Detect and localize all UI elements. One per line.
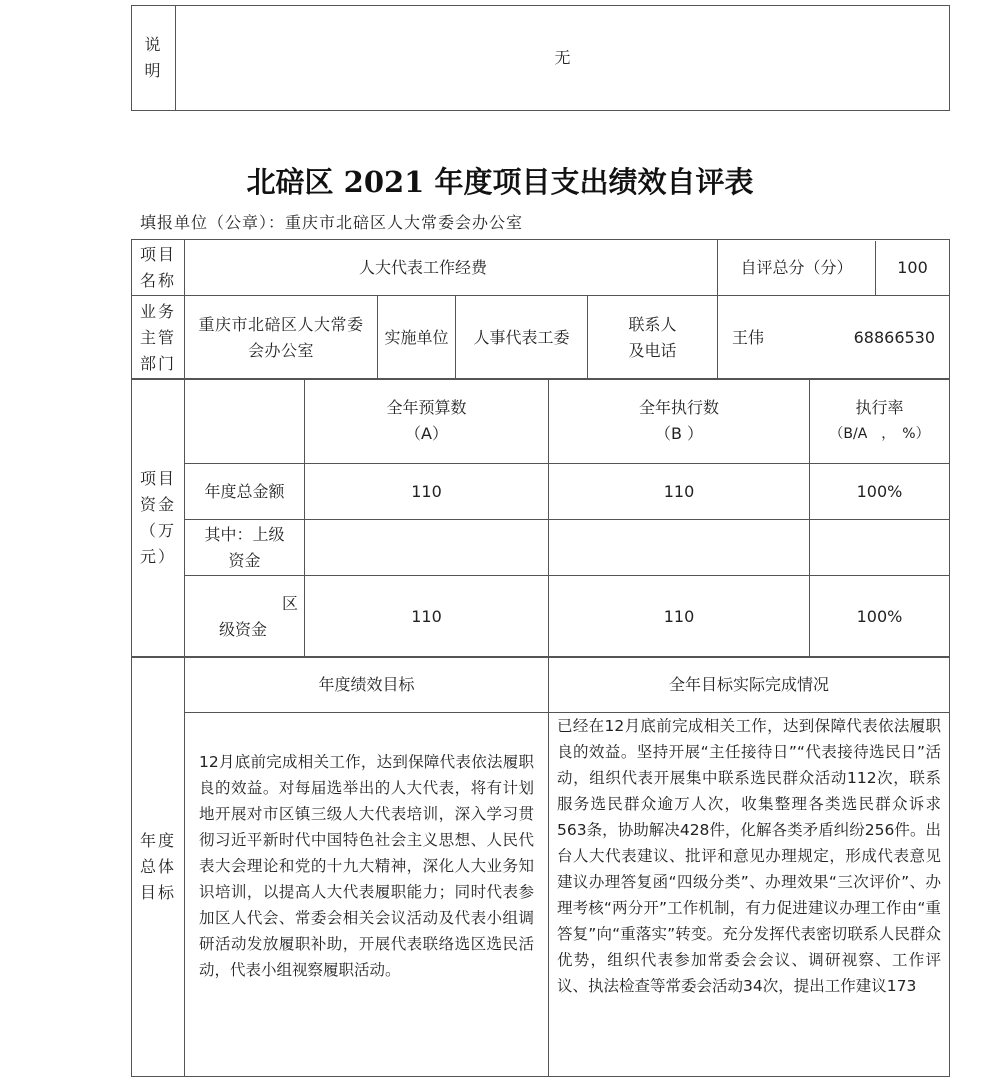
score-label: 自评总分（分） <box>718 241 876 295</box>
score-cell <box>718 240 950 296</box>
row-label: 其中：上级资金 <box>185 520 305 576</box>
col-rate-title: 执行率 <box>855 398 904 417</box>
goals-table <box>131 656 950 1077</box>
target-text <box>185 713 549 1077</box>
col-rate <box>810 379 950 464</box>
row-exec <box>549 520 810 576</box>
impl-value: 人事代表工委 <box>456 296 588 380</box>
goals-label: 年度总体目标 <box>132 657 185 1077</box>
row-label: 年度总金额 <box>185 464 305 520</box>
project-name-label: 项目名称 <box>132 240 185 296</box>
project-info-table <box>131 239 950 380</box>
row-rate: 100% <box>810 464 950 520</box>
contact-cell <box>718 296 950 380</box>
col-budget-sub: （A） <box>405 424 448 443</box>
col-budget <box>305 379 549 464</box>
actual-text <box>549 713 950 1077</box>
col-budget-title: 全年预算数 <box>386 398 467 417</box>
col-rate-sub: （B/A ， %） <box>829 426 930 442</box>
row-exec: 110 <box>549 576 810 658</box>
row-exec: 110 <box>549 464 810 520</box>
row-budget: 110 <box>305 464 549 520</box>
contact-phone: 68866530 <box>853 327 936 347</box>
row-rate <box>810 520 950 576</box>
row-budget: 110 <box>305 576 549 658</box>
dept-label: 业务主管部门 <box>132 296 185 380</box>
page-title: 北碚区 2021 年度项目支出绩效自评表 <box>246 165 754 199</box>
row-budget <box>305 520 549 576</box>
contact-label: 联系人及电话 <box>588 296 718 380</box>
row-label-a: 区 <box>281 593 298 613</box>
impl-label: 实施单位 <box>378 296 456 380</box>
col-exec-sub: （B ） <box>654 424 704 443</box>
col-exec <box>549 379 810 464</box>
row-label <box>185 576 305 658</box>
dept-value: 重庆市北碚区人大常委会办公室 <box>185 296 378 380</box>
table-row <box>132 576 950 658</box>
target-paragraph: 12月底前完成相关工作，达到保障代表依法履职良的效益。对每届选举出的人大代表，将有计划地开展对市区镇三级人大代表培训，深入学习贯彻习近平新时代中国特色社会主义思想、人民代表大会理论和党的十九大精神，深化人大业务知识培训，以提高人大代表履职能力；同时代表参加区人代会、常委会相关会议活动及代表小组调研活动发放履职补助，开展代表联络选区选民活动，代表小组视察履职活动。 <box>199 753 534 979</box>
row-label-b: 级资金 <box>219 619 268 639</box>
notes-label: 说明 <box>132 6 176 111</box>
actual-paragraph: 已经在12月底前完成相关工作，达到保障代表依法履职良的效益。坚持开展“主任接待日”“代表接待选民日”活动，组织代表开展集中联系选民群众活动112次，联系服务选民群众逾万人次，收集整理各类选民群众诉求563条，协助解决428件，化解各类矛盾纠纷256件。出台人大代表建议、批评和意见办理规定，形成代表意见建议办理答复函“四级分类”、办理效果“三次评价”、办理考核“两分开”工作机制，有力促进建议办理工作由“重答复”向“重落实”转变。充分发挥代表密切联系人民群众优势，组织代表参加常委会会议、调研视察、工作评议、执法检查等常委会活动34次，提出工作建议173 <box>557 717 941 995</box>
reporting-unit: 填报单位（公章）：重庆市北碚区人大常委会办公室 <box>140 213 524 232</box>
col-exec-title: 全年执行数 <box>638 398 719 417</box>
notes-table <box>131 5 950 111</box>
contact-name: 王伟 <box>732 327 765 347</box>
col-actual: 全年目标实际完成情况 <box>549 657 950 713</box>
row-rate: 100% <box>810 576 950 658</box>
funds-corner <box>185 379 305 464</box>
table-row <box>132 520 950 576</box>
col-target: 年度绩效目标 <box>185 657 549 713</box>
notes-value: 无 <box>176 6 950 111</box>
score-value: 100 <box>897 257 928 277</box>
funds-label: 项目资金（万元） <box>132 379 185 658</box>
funds-table <box>131 378 950 658</box>
table-row <box>132 464 950 520</box>
project-name: 人大代表工作经费 <box>185 240 718 296</box>
